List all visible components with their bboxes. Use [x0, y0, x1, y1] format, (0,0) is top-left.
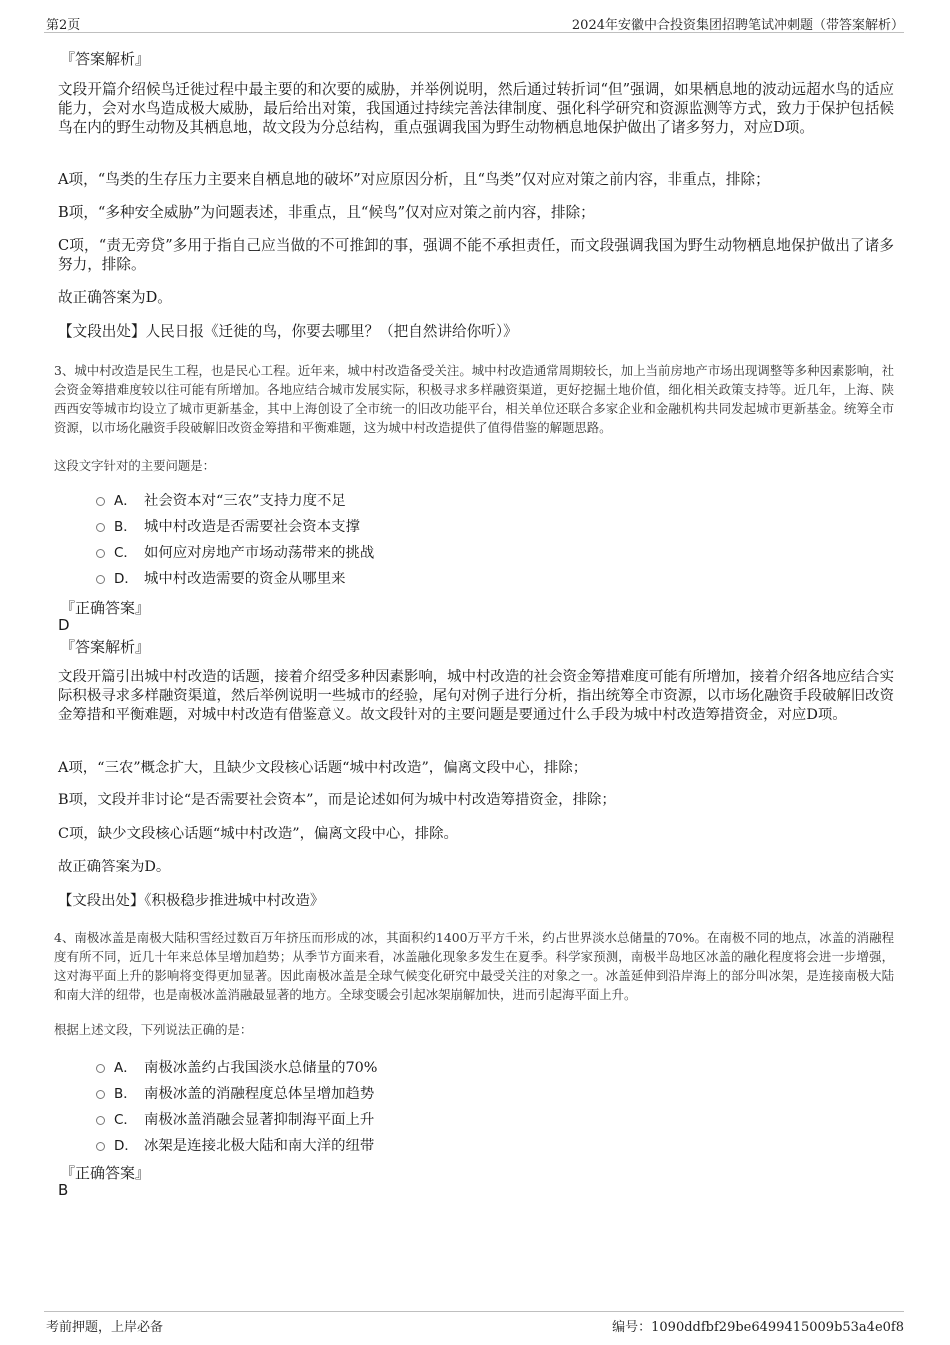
q4-option-c[interactable]	[96, 1108, 374, 1128]
option-text: 南极冰盖约占我国淡水总储量的70%	[144, 1059, 378, 1076]
question-4-prompt: 根据上述文段，下列说法正确的是：	[54, 1022, 253, 1037]
source: 【文段出处】《积极稳步推进城中村改造》	[58, 893, 325, 909]
option-text: 南极冰盖的消融程度总体呈增加趋势	[144, 1085, 375, 1102]
option-text: 城中村改造是否需要社会资本支撑	[144, 518, 360, 535]
conclusion: 故正确答案为D。	[58, 289, 172, 306]
radio-icon[interactable]	[96, 1064, 105, 1073]
question-4-text: 4、南极冰盖是南极大陆积雪经过数百万年挤压而形成的冰，其面积约1400万平方千米，约占世界淡水总储量的70%。在南极不同的地点，冰盖的消融程度有所不同，近几十年来总体呈增加趋势；从季节方面来看，冰盖融化现象多发生在夏季。科学家预测，南极半岛地区冰盖的融化程度将会进一步增强，这对海平面上升的影响将变得更加显著。因此南极冰盖是全球气候变化研究中最受关注的对象之一。冰盖延伸到沿岸海上的部分叫冰架，是连接南极大陆和南大洋的纽带，也是南极冰盖消融最显著的地方。全球变暖会引起冰架崩解加快，进而引起海平面上升。	[54, 930, 894, 1002]
option-letter: A．	[114, 493, 137, 509]
q4-option-d[interactable]	[96, 1134, 374, 1154]
footer-slogan: 考前押题，上岸必备	[46, 1320, 164, 1335]
option-c-note: C项，缺少文段核心话题“城中村改造”，偏离文段中心，排除。	[58, 826, 458, 842]
option-letter: C．	[114, 545, 137, 561]
radio-icon[interactable]	[96, 1142, 105, 1151]
option-text: 冰架是连接北极大陆和南大洋的纽带	[144, 1137, 375, 1154]
radio-icon[interactable]	[96, 523, 105, 532]
option-a-note: A项，“鸟类的生存压力主要来自栖息地的破坏”对应原因分析，且“鸟类”仅对应对策之前内容，非重点，排除；	[58, 171, 770, 188]
radio-icon[interactable]	[96, 575, 105, 584]
answer-tag: 『正确答案』	[60, 599, 151, 617]
option-b-note: B项，“多种安全威胁”为问题表述，非重点，且“候鸟”仅对应对策之前内容，排除；	[58, 204, 595, 221]
option-letter: D．	[114, 1138, 138, 1154]
correct-answer: B	[58, 1181, 69, 1199]
question-3-prompt: 这段文字针对的主要问题是：	[54, 458, 216, 473]
q3-option-c[interactable]	[96, 541, 374, 561]
option-text: 社会资本对“三农”支持力度不足	[144, 492, 346, 509]
question-3-text: 3、城中村改造是民生工程，也是民心工程。近年来，城中村改造备受关注。城中村改造通常周期较长，加上当前房地产市场出现调整等多种因素影响，社会资金筹措难度较以往可能有所增加。各地应结合城市发展实际，积极寻求多样融资渠道，更好挖掘土地价值，细化相关政策支持等。近几年，上海、陕西西安等城市均设立了城市更新基金，其中上海创设了全市统一的旧改功能平台，相关单位还联合多家企业和金融机构共同发起城市更新基金。统筹全市资源，以市场化融资手段破解旧改资金筹措和平衡难题，这为城中村改造提供了值得借鉴的解题思路。	[54, 363, 894, 435]
q3-option-a[interactable]	[96, 489, 346, 509]
conclusion: 故正确答案为D。	[58, 859, 171, 875]
source: 【文段出处】人民日报《迁徙的鸟，你要去哪里？（把自然讲给你听）》	[58, 323, 518, 340]
option-letter: C．	[114, 1112, 137, 1128]
analysis-tag: 『答案解析』	[60, 638, 151, 656]
analysis-paragraph: 文段开篇介绍候鸟迁徙过程中最主要的和次要的威胁，并举例说明，然后通过转折词“但”强调，如果栖息地的波动远超水鸟的适应能力，会对水鸟造成极大威胁，最后给出对策，我国通过持续完善法律制度、强化科学研究和资源监测等方式，致力于保护包括候鸟在内的野生动物及其栖息地，故文段为分总结构，重点强调我国为野生动物栖息地保护做出了诸多努力，对应D项。	[58, 81, 894, 136]
page-footer	[44, 1311, 904, 1336]
option-c-note: C项，“责无旁贷”多用于指自己应当做的不可推卸的事，强调不能不承担责任，而文段强调我国为野生动物栖息地保护做出了诸多努力，排除。	[58, 237, 894, 273]
option-letter: D．	[114, 571, 138, 587]
option-b-note: B项，文段并非讨论“是否需要社会资本”，而是论述如何为城中村改造筹措资金，排除；	[58, 792, 616, 808]
option-letter: A．	[114, 1060, 137, 1076]
radio-icon[interactable]	[96, 497, 105, 506]
option-letter: B．	[114, 519, 137, 535]
radio-icon[interactable]	[96, 549, 105, 558]
answer-tag: 『正确答案』	[60, 1164, 151, 1182]
q3-option-d[interactable]	[96, 567, 345, 587]
option-letter: B．	[114, 1086, 137, 1102]
analysis-tag: 『答案解析』	[60, 50, 151, 68]
option-a-note: A项，“三农”概念扩大，且缺少文段核心话题“城中村改造”，偏离文段中心，排除；	[58, 760, 588, 776]
page-header	[44, 12, 904, 33]
correct-answer: D	[58, 616, 70, 634]
document-title: 2024年安徽中合投资集团招聘笔试冲刺题（带答案解析）	[571, 18, 904, 33]
option-text: 城中村改造需要的资金从哪里来	[144, 570, 346, 587]
option-text: 如何应对房地产市场动荡带来的挑战	[144, 544, 375, 561]
radio-icon[interactable]	[96, 1090, 105, 1099]
radio-icon[interactable]	[96, 1116, 105, 1125]
analysis-paragraph: 文段开篇引出城中村改造的话题，接着介绍受多种因素影响，城中村改造的社会资金筹措难度可能有所增加，接着介绍各地应结合实际积极寻求多样融资渠道，然后举例说明一些城市的经验，尾句对例子进行分析，指出统筹全市资源，以市场化融资手段破解旧改资金筹措和平衡难题，对城中村改造有借鉴意义。故文段针对的主要问题是要通过什么手段为城中村改造筹措资金，对应D项。	[58, 669, 894, 723]
option-text: 南极冰盖消融会显著抑制海平面上升	[144, 1111, 375, 1128]
q3-option-b[interactable]	[96, 515, 360, 535]
page-number: 第2页	[46, 18, 81, 33]
q4-option-a[interactable]	[96, 1056, 377, 1076]
document-id: 编号：1090ddfbf29be6499415009b53a4e0f8	[612, 1320, 904, 1335]
q4-option-b[interactable]	[96, 1082, 374, 1102]
